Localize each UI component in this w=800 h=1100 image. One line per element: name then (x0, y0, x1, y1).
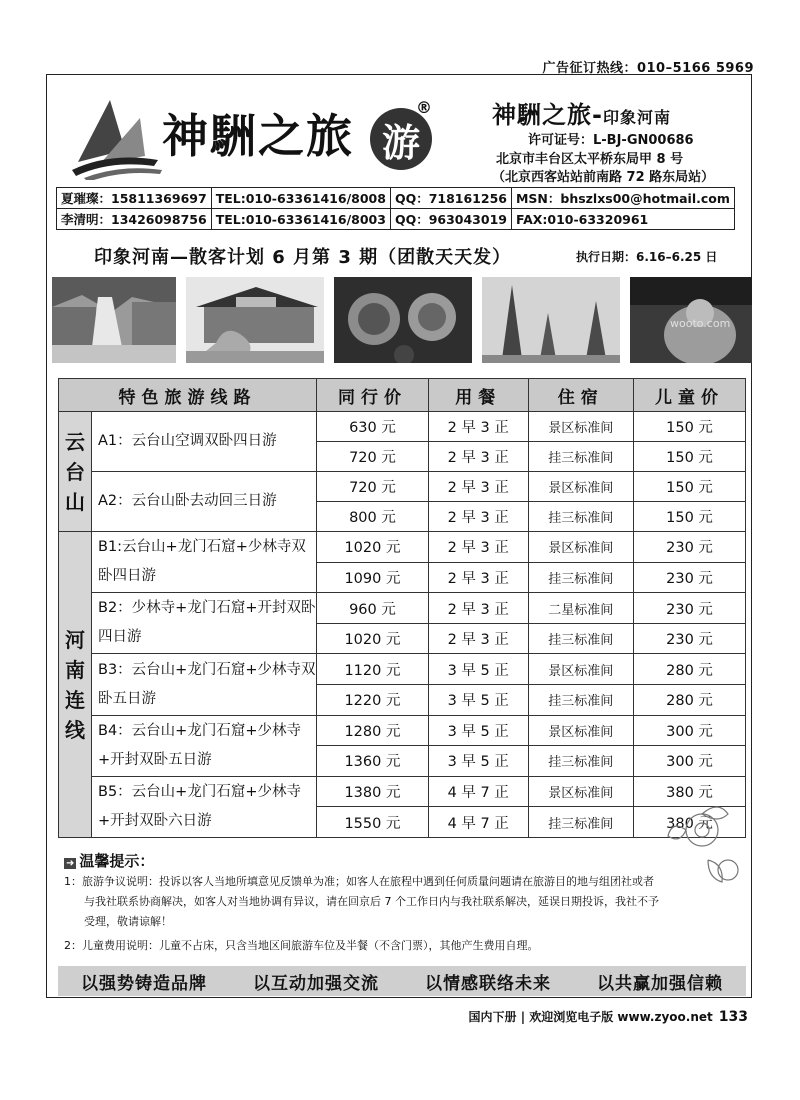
slogan-item: 以互动加强交流 (253, 973, 379, 994)
header-route: 特色旅游线路 (59, 379, 317, 412)
meal-cell: 3 早 5 正 (428, 685, 528, 716)
buddha-photo (630, 277, 752, 363)
price-cell: 1220 元 (317, 685, 429, 716)
tip-item: 2：儿童费用说明：儿童不占床，只含当地区间旅游车位及半餐（不含门票），其他产生费用自理。 (64, 939, 539, 952)
price-cell: 1090 元 (317, 562, 429, 593)
tips-title: ➜ 温馨提示： (66, 852, 155, 870)
waterfall-photo (52, 277, 176, 363)
exec-date: 执行日期：6.16–6.25 日 (576, 250, 718, 264)
slogan-item: 以强势铸造品牌 (81, 973, 207, 994)
price-cell: 1120 元 (317, 654, 429, 685)
child-price-cell: 150 元 (634, 502, 746, 532)
lodging-cell: 景区标准间 (528, 654, 634, 685)
table-row (59, 715, 746, 746)
route-b4: B4：云台山+龙门石窟+少林寺+开封双卧五日游 (92, 715, 317, 776)
lodging-cell: 挂三标准间 (528, 442, 634, 472)
lodging-cell: 挂三标准间 (528, 502, 634, 532)
peony-photo (334, 277, 472, 363)
child-price-cell: 230 元 (634, 562, 746, 593)
logo-stamp: 游 (370, 108, 432, 170)
footer (469, 1008, 748, 1025)
price-cell: 720 元 (317, 472, 429, 502)
lodging-cell: 挂三标准间 (528, 685, 634, 716)
slogan-item: 以共赢加强信赖 (597, 973, 723, 994)
meal-cell: 2 早 3 正 (428, 623, 528, 654)
header-child-price: 儿童价 (634, 379, 746, 412)
route-b2: B2：少林寺+龙门石窟+开封双卧四日游 (92, 593, 317, 654)
price-cell: 1020 元 (317, 623, 429, 654)
address-detail: （北京西客站站前南路 72 路东局站） (492, 170, 715, 185)
lodging-cell: 二星标准间 (528, 593, 634, 624)
page-number: 133 (718, 1009, 748, 1025)
child-price-cell: 230 元 (634, 623, 746, 654)
meal-cell: 3 早 5 正 (428, 746, 528, 777)
registered-mark: ® (416, 98, 432, 117)
price-cell: 1020 元 (317, 532, 429, 563)
temple-photo (186, 277, 324, 363)
table-row (59, 654, 746, 685)
price-cell: 1280 元 (317, 715, 429, 746)
ad-hotline: 广告征订热线：010–5166 5969 (542, 61, 754, 76)
route-b5: B5：云台山+龙门石窟+少林寺+开封双卧六日游 (92, 776, 317, 837)
license-number: 许可证号：L-BJ-GN00686 (528, 133, 694, 148)
lodging-cell: 景区标准间 (528, 776, 634, 807)
contact-tel: TEL:010-63361416/8008 (211, 188, 390, 209)
slogan-bar (58, 966, 746, 996)
meal-cell: 3 早 5 正 (428, 715, 528, 746)
price-cell: 800 元 (317, 502, 429, 532)
meal-cell: 3 早 5 正 (428, 654, 528, 685)
lodging-cell: 挂三标准间 (528, 746, 634, 777)
price-cell: 630 元 (317, 412, 429, 442)
meal-cell: 2 早 3 正 (428, 532, 528, 563)
footer-text: 国内下册 | 欢迎浏览电子版 www.zyoo.net (468, 1010, 713, 1024)
route-a2: A2：云台山卧去动回三日游 (92, 472, 317, 532)
child-price-cell: 280 元 (634, 685, 746, 716)
arrow-icon: ➜ (66, 858, 75, 869)
tip-item: 1：旅游争议说明：投诉以客人当地所填意见反馈单为准；如客人在旅程中遇到任何质量问题请在旅游目的地与组团社或者 (64, 875, 654, 888)
contact-qq: QQ：718161256 (390, 188, 511, 209)
contact-qq: QQ：963043019 (390, 209, 511, 230)
price-table (58, 378, 746, 838)
table-row (59, 593, 746, 624)
child-price-cell: 230 元 (634, 593, 746, 624)
table-row (59, 776, 746, 807)
meal-cell: 4 早 7 正 (428, 807, 528, 838)
meal-cell: 2 早 3 正 (428, 502, 528, 532)
meal-cell: 4 早 7 正 (428, 776, 528, 807)
lodging-cell: 景区标准间 (528, 472, 634, 502)
meal-cell: 2 早 3 正 (428, 442, 528, 472)
price-cell: 720 元 (317, 442, 429, 472)
child-price-cell: 380 元 (634, 807, 746, 838)
child-price-cell: 230 元 (634, 532, 746, 563)
header-price: 同行价 (317, 379, 429, 412)
table-row (59, 532, 746, 563)
header-lodging: 住宿 (528, 379, 634, 412)
contact-table (56, 187, 735, 230)
lodging-cell: 景区标准间 (528, 532, 634, 563)
lodging-cell: 挂三标准间 (528, 807, 634, 838)
photo-caption: wooto.com (670, 317, 731, 330)
brand-subtitle: 印象河南 (602, 108, 671, 127)
meal-cell: 2 早 3 正 (428, 472, 528, 502)
meal-cell: 2 早 3 正 (428, 412, 528, 442)
price-cell: 1550 元 (317, 807, 429, 838)
contact-tel: TEL:010-63361416/8003 (211, 209, 390, 230)
slogan-item: 以情感联络未来 (425, 973, 551, 994)
meal-cell: 2 早 3 正 (428, 562, 528, 593)
route-b1: B1:云台山+龙门石窟+少林寺双卧四日游 (92, 532, 317, 593)
table-row (59, 472, 746, 502)
child-price-cell: 300 元 (634, 715, 746, 746)
pagoda-photo (482, 277, 620, 363)
lodging-cell: 挂三标准间 (528, 623, 634, 654)
address-line: 北京市丰台区太平桥东局甲 8 号 (496, 152, 684, 167)
tip-item: 受理，敬请谅解！ (84, 915, 172, 928)
child-price-cell: 280 元 (634, 654, 746, 685)
table-row (59, 412, 746, 442)
contact-name: 李清明：13426098756 (57, 209, 212, 230)
child-price-cell: 150 元 (634, 472, 746, 502)
region-yuntaishan: 云台山 (59, 412, 92, 532)
brand-title: 神駲之旅-印象河南 (492, 101, 671, 129)
tip-item: 与我社联系协商解决，如客人对当地协调有异议，请在回京后 7 个工作日内与我社联系解决，延误日期投诉，我社不予 (84, 895, 659, 908)
price-cell: 1380 元 (317, 776, 429, 807)
plan-title: 印象河南—散客计划 6 月第 3 期（团散天天发） (94, 247, 512, 268)
lodging-cell: 挂三标准间 (528, 562, 634, 593)
child-price-cell: 300 元 (634, 746, 746, 777)
child-price-cell: 150 元 (634, 412, 746, 442)
contact-fax: FAX:010-63320961 (511, 209, 734, 230)
lodging-cell: 景区标准间 (528, 715, 634, 746)
header-meals: 用餐 (428, 379, 528, 412)
route-a1: A1：云台山空调双卧四日游 (92, 412, 317, 472)
price-cell: 960 元 (317, 593, 429, 624)
route-b3: B3：云台山+龙门石窟+少林寺双卧五日游 (92, 654, 317, 715)
child-price-cell: 150 元 (634, 442, 746, 472)
meal-cell: 2 早 3 正 (428, 593, 528, 624)
contact-name: 夏璀璨：15811369697 (57, 188, 212, 209)
price-cell: 1360 元 (317, 746, 429, 777)
region-henan: 河南连线 (59, 532, 92, 838)
logo-text: 神駲之旅 (162, 109, 354, 163)
logo-area (70, 90, 450, 180)
lodging-cell: 景区标准间 (528, 412, 634, 442)
child-price-cell: 380 元 (634, 776, 746, 807)
contact-msn: MSN：bhszlxs00@hotmail.com (511, 188, 734, 209)
